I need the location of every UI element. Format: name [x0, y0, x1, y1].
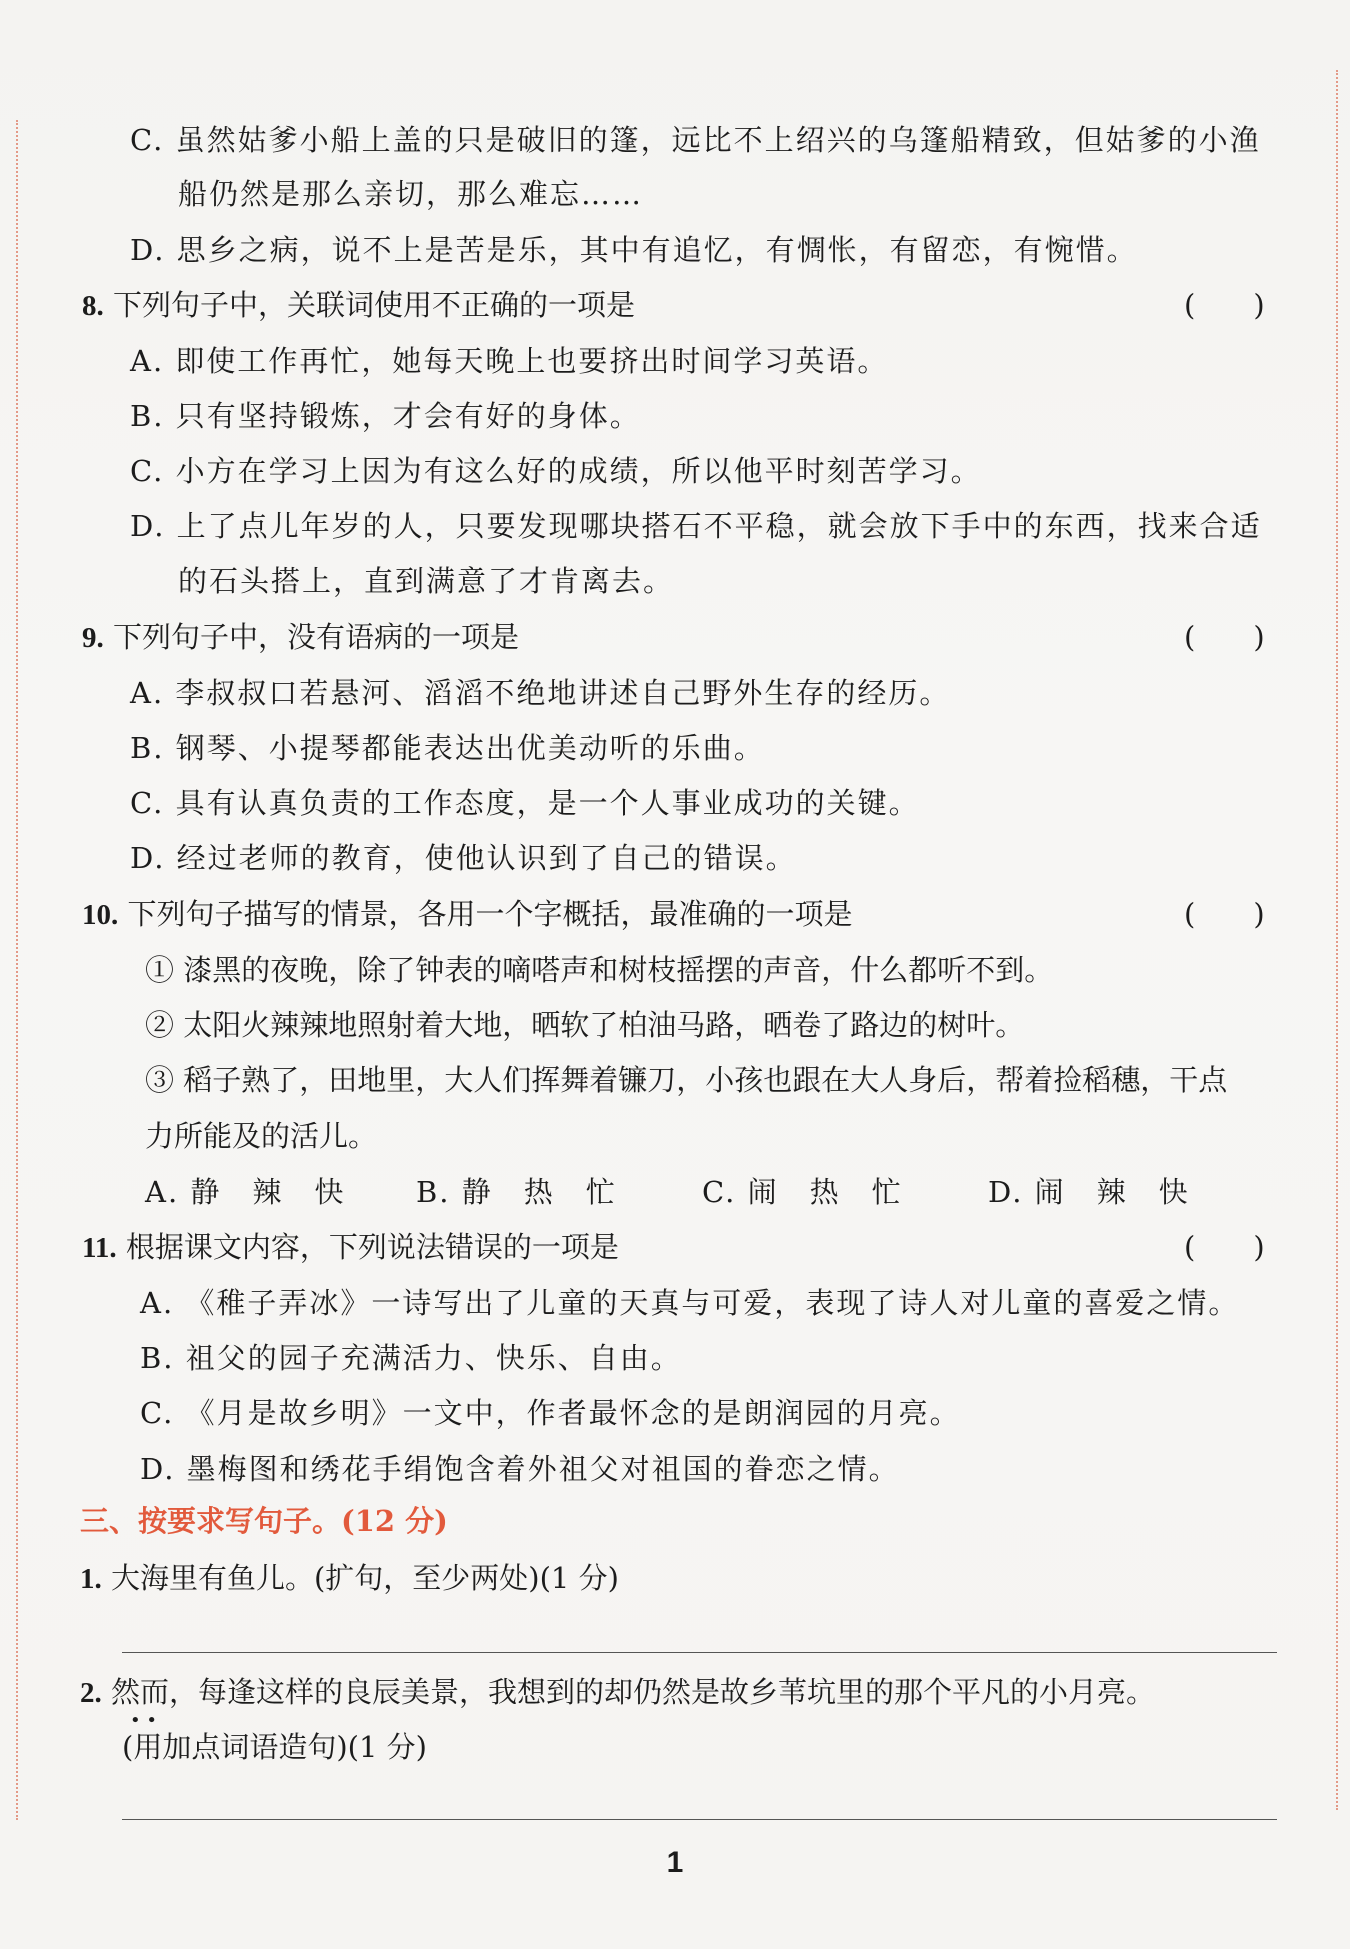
q7-option-c-line1	[130, 120, 1261, 160]
option-label: D.	[130, 233, 166, 267]
answer-writing-line[interactable]	[122, 1652, 1277, 1653]
option-label: C.	[140, 1396, 175, 1430]
option-label: C.	[130, 123, 165, 157]
option-text: 只有坚持锻炼，才会有好的身体。	[175, 399, 641, 433]
section-3-question-2-line1	[80, 1672, 1155, 1713]
question-text: 下列句子描写的情景，各用一个字概括，最准确的一项是	[127, 897, 853, 931]
question-text: 然而，每逢这样的良辰美景，我想到的却仍然是故乡苇坑里的那个平凡的小月亮。	[110, 1675, 1155, 1709]
answer-writing-line[interactable]	[122, 1819, 1277, 1820]
q10-option-a	[145, 1172, 345, 1212]
section-3-heading: 三、按要求写句子。(12 分)	[80, 1504, 448, 1538]
answer-bracket[interactable]: ( )	[1184, 1230, 1265, 1264]
q8-option-b	[130, 396, 641, 436]
option-text: 经过老师的教育，使他认识到了自己的错误。	[176, 841, 797, 875]
q10-sentence-1: ① 漆黑的夜晚，除了钟表的嘀嗒声和树枝摇摆的声音，什么都听不到。	[145, 953, 1054, 987]
option-text: 小方在学习上因为有这么好的成绩，所以他平时刻苦学习。	[175, 454, 982, 488]
question-11-stem	[82, 1227, 619, 1268]
option-text: 《月是故乡明》一文中，作者最怀念的是朗润园的月亮。	[185, 1396, 961, 1430]
q10-sentence-3-line2: 力所能及的活儿。	[145, 1119, 378, 1153]
question-9-stem	[82, 617, 519, 658]
option-label: B.	[416, 1175, 451, 1209]
q10-option-c	[702, 1172, 903, 1212]
option-text: 静 热 忙	[461, 1175, 617, 1209]
option-label: B.	[140, 1341, 175, 1375]
left-margin-dotted-line	[16, 120, 18, 1820]
answer-bracket[interactable]: ( )	[1184, 288, 1265, 322]
option-text: 李叔叔口若悬河、滔滔不绝地讲述自己野外生存的经历。	[175, 676, 951, 710]
answer-bracket[interactable]: ( )	[1184, 897, 1265, 931]
question-number: 10.	[82, 899, 119, 931]
option-text: 具有认真负责的工作态度，是一个人事业成功的关键。	[175, 786, 920, 820]
q9-option-c	[130, 783, 920, 823]
option-text: 墨梅图和绣花手绢饱含着外祖父对祖国的眷恋之情。	[186, 1452, 900, 1486]
question-text: 大海里有鱼儿。(扩句，至少两处)(1 分)	[110, 1561, 619, 1595]
option-label: D.	[988, 1175, 1024, 1209]
q7-option-c-line2: 船仍然是那么亲切，那么难忘……	[178, 177, 644, 211]
q8-option-a	[130, 341, 888, 381]
q10-option-d	[988, 1172, 1190, 1212]
option-label: B.	[130, 399, 165, 433]
question-text: 根据课文内容，下列说法错误的一项是	[125, 1230, 619, 1264]
answer-bracket[interactable]: ( )	[1184, 620, 1265, 654]
option-label: C.	[702, 1175, 737, 1209]
option-label: D.	[130, 509, 166, 543]
option-label: D.	[130, 841, 166, 875]
q8-option-d-line2: 的石头搭上，直到满意了才肯离去。	[178, 564, 675, 598]
q7-option-d	[130, 230, 1138, 270]
option-text: 上了点儿年岁的人，只要发现哪块搭石不平稳，就会放下手中的东西，找来合适	[176, 509, 1262, 543]
question-number: 11.	[82, 1232, 117, 1264]
question-text: 下列句子中，没有语病的一项是	[112, 620, 519, 654]
option-text: 思乡之病，说不上是苦是乐，其中有追忆，有惆怅，有留恋，有惋惜。	[176, 233, 1138, 267]
q9-option-d	[130, 838, 797, 878]
q10-sentence-2: ② 太阳火辣辣地照射着大地，晒软了柏油马路，晒卷了路边的树叶。	[145, 1008, 1025, 1042]
option-text: 钢琴、小提琴都能表达出优美动听的乐曲。	[175, 731, 765, 765]
option-text: 闹 辣 快	[1034, 1175, 1190, 1209]
section-3-question-2-line2: (用加点词语造句)(1 分)	[122, 1730, 427, 1764]
right-margin-dotted-line	[1336, 70, 1338, 1810]
question-text: 下列句子中，关联词使用不正确的一项是	[112, 288, 635, 322]
question-8-stem	[82, 285, 635, 326]
question-number: 8.	[82, 290, 104, 322]
emphasis-dots: • •	[130, 1710, 157, 1731]
option-label: A.	[140, 1286, 175, 1320]
option-text: 闹 热 忙	[747, 1175, 903, 1209]
question-number: 1.	[80, 1563, 102, 1595]
option-text: 静 辣 快	[190, 1175, 346, 1209]
question-number: 2.	[80, 1677, 102, 1709]
q9-option-a	[130, 673, 950, 713]
q11-option-d	[140, 1449, 900, 1489]
section-3-question-1	[80, 1558, 619, 1599]
option-text: 《稚子弄冰》一诗写出了儿童的天真与可爱，表现了诗人对儿童的喜爱之情。	[185, 1286, 1240, 1320]
option-label: B.	[130, 731, 165, 765]
option-label: A.	[130, 676, 165, 710]
q10-sentence-3-line1: ③ 稻子熟了，田地里，大人们挥舞着镰刀，小孩也跟在大人身后，帮着捡稻穗，干点	[145, 1063, 1228, 1097]
option-text: 即使工作再忙，她每天晚上也要挤出时间学习英语。	[175, 344, 889, 378]
q8-option-c	[130, 451, 982, 491]
option-label: C.	[130, 786, 165, 820]
q10-option-b	[416, 1172, 617, 1212]
option-label: C.	[130, 454, 165, 488]
page-number: 1	[666, 1846, 684, 1879]
q11-option-b	[140, 1338, 682, 1378]
option-label: A.	[130, 344, 165, 378]
option-label: A.	[145, 1175, 180, 1209]
option-text: 祖父的园子充满活力、快乐、自由。	[185, 1341, 682, 1375]
q11-option-c	[140, 1393, 961, 1433]
option-text: 虽然姑爹小船上盖的只是破旧的篷，远比不上绍兴的乌篷船精致，但姑爹的小渔	[175, 123, 1261, 157]
q11-option-a	[140, 1283, 1239, 1323]
question-number: 9.	[82, 622, 104, 654]
option-label: D.	[140, 1452, 176, 1486]
question-10-stem	[82, 894, 852, 935]
q9-option-b	[130, 728, 765, 768]
q8-option-d-line1	[130, 506, 1262, 546]
